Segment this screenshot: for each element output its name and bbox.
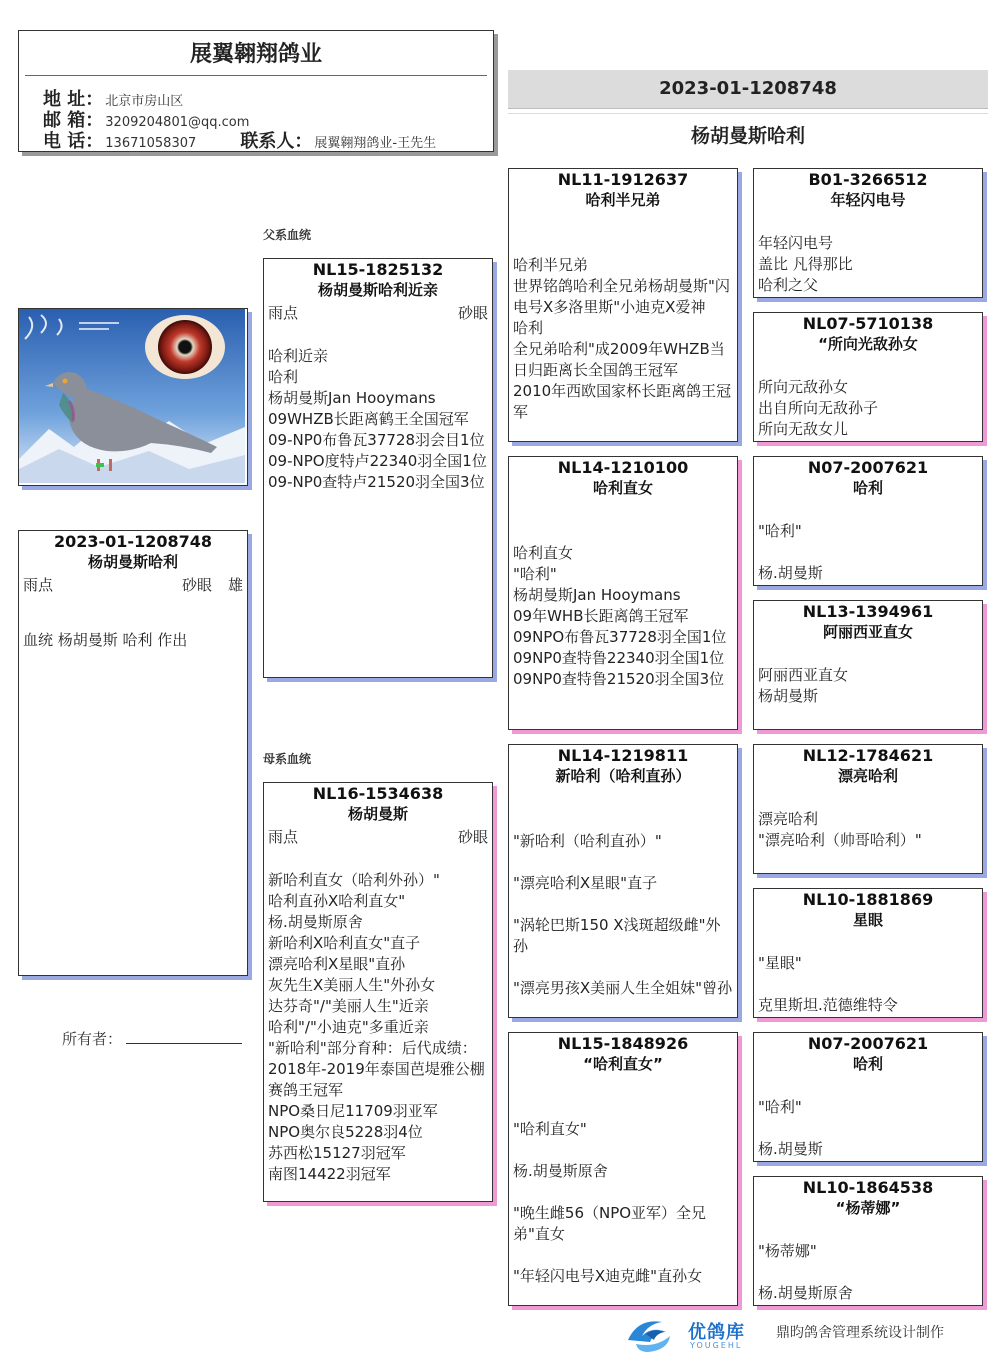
dam-traits <box>264 827 492 848</box>
dam-sire-notes: "新哈利（哈利直孙）" "漂亮哈利X星眼"直子 "涡轮巴斯150 X浅斑超级雌"外孙 "漂亮男孩X美丽人生全姐妹"曾孙 <box>513 832 733 997</box>
dam-line-label: 母系血统 <box>263 752 312 766</box>
pigeon-photo-art <box>19 309 245 483</box>
loft-name: 展翼翱翔鸽业 <box>189 42 322 67</box>
sss-notes: 年轻闪电号 盖比 凡得那比 哈利之父 <box>758 234 853 294</box>
dss-box <box>753 744 983 874</box>
sds-notes: "哈利" 杨.胡曼斯 <box>758 522 823 582</box>
sss-ring-number: B01-3266512 <box>808 170 928 189</box>
sdd-notes: 阿丽西亚直女 杨胡曼斯 <box>758 666 849 705</box>
ssd-notes: 所向元敌孙女 出自所向无敌孙子 所向无敌女儿 <box>758 378 879 438</box>
sire-traits <box>264 303 492 324</box>
dam-name: 杨胡曼斯 <box>347 805 408 823</box>
dsd-notes: "星眼" 克里斯坦.范德维特令 <box>758 954 898 1014</box>
ssd-ring-number: NL07-5710138 <box>802 314 934 333</box>
brand-name: 优鸽库 <box>688 1322 745 1343</box>
dam-ring-number: NL16-1534638 <box>312 784 444 803</box>
sds-box <box>753 456 983 586</box>
dss-name: 漂亮哈利 <box>837 767 898 785</box>
subject-eye: 砂眼 <box>181 576 212 594</box>
dsd-ring-number: NL10-1881869 <box>802 890 934 909</box>
ssd-box <box>753 312 983 442</box>
dss-notes: 漂亮哈利 "漂亮哈利（帅哥哈利）" <box>758 810 922 849</box>
contact-label: 联系人： <box>240 131 313 152</box>
dam-dam-ring-number: NL15-1848926 <box>557 1034 689 1053</box>
dam-dam-box <box>508 1032 738 1306</box>
sire-notes: 哈利近亲 哈利 杨胡曼斯Jan Hooymans 09WHZB长距离鹤王全国冠军 09-NP0布鲁瓦37728羽会目1位 09-NPO度特卢22340羽全国1位09-NP0查特卢21520羽全国3位 <box>268 347 487 491</box>
subject-name: 杨胡曼斯哈利 <box>87 553 178 571</box>
sdd-box <box>753 600 983 730</box>
sdd-name: 阿丽西亚直女 <box>822 623 913 641</box>
title-pigeon-name: 杨胡曼斯哈利 <box>690 125 805 147</box>
sire-sire-ring-number: NL11-1912637 <box>557 170 689 189</box>
contact-value: 展翼翱翔鸽业-王先生 <box>314 136 437 151</box>
brand-subtitle: YOUGEHL <box>690 1341 743 1350</box>
sss-name: 年轻闪电号 <box>830 191 906 209</box>
ddd-ring-number: NL10-1864538 <box>802 1178 934 1197</box>
ddd-notes: "杨蒂娜" 杨.胡曼斯原舍 <box>758 1242 853 1302</box>
subject-pigeon-box <box>18 530 248 976</box>
pigeon-photo <box>18 308 248 486</box>
address-value: 北京市房山区 <box>105 94 184 109</box>
owner-field <box>62 1028 242 1049</box>
subject-sex: 雄 <box>227 576 243 594</box>
sss-box <box>753 168 983 298</box>
subject-traits <box>19 575 247 596</box>
sire-sire-name: 哈利半兄弟 <box>585 191 661 209</box>
sire-dam-ring-number: NL14-1210100 <box>557 458 689 477</box>
email-value: 3209204801@qq.com <box>105 115 250 130</box>
email-label: 邮 箱： <box>43 110 104 131</box>
sds-ring-number: N07-2007621 <box>807 458 929 477</box>
sire-box <box>263 258 493 678</box>
phone-value: 13671058307 <box>105 136 197 151</box>
sire-sire-notes: 哈利半兄弟 世界铭鸽哈利全兄弟杨胡曼斯"闪电号X多洛里斯"小迪克X爱神 哈利 全兄弟哈利"成2009年WHZB当日归距离长全国鸽王冠军 2010年西欧国家杯长距离鸽王冠军 <box>513 256 732 421</box>
sire-sire-box <box>508 168 738 442</box>
dss-ring-number: NL12-1784621 <box>802 746 934 765</box>
header-divider <box>25 75 487 76</box>
dds-name: 哈利 <box>852 1055 883 1073</box>
sdd-ring-number: NL13-1394961 <box>802 602 934 621</box>
subject-notes: 血统 杨胡曼斯 哈利 作出 <box>23 631 188 649</box>
dam-box <box>263 782 493 1202</box>
sire-eye: 砂眼 <box>457 304 488 322</box>
phone-row <box>43 127 436 152</box>
dam-sire-box <box>508 744 738 1018</box>
dam-sire-ring-number: NL14-1219811 <box>557 746 689 765</box>
title-divider <box>508 113 988 114</box>
owner-signature-line <box>126 1043 242 1044</box>
owner-label: 所有者： <box>62 1030 123 1048</box>
brand-logo <box>622 1310 772 1354</box>
phone-label: 电 话： <box>43 131 104 152</box>
dam-notes: 新哈利直女（哈利外孙）" 哈利直孙X哈利直女" 杨.胡曼斯原舍 新哈利X哈利直女"直子 漂亮哈利X星眼"直孙 灰先生X美丽人生"外孙女 达芬奇"/"美丽人生"近亲 哈利"/"小迪克"多重近亲 "新哈利"部分育种：后代成绩：2018年-2019年泰国芭堤雅公棚赛鸽王冠军 NPO桑日尼11709羽亚军 NPO奥尔良5228羽4位 苏西松15127羽冠军 南图14422羽冠军 <box>268 871 485 1183</box>
ddd-name: “杨蒂娜” <box>835 1199 901 1217</box>
loft-info-card <box>18 30 494 152</box>
dam-dam-notes: "哈利直女" 杨.胡曼斯原舍 "晚生雌56（NPO亚军）全兄弟"直女 "年轻闪电号X迪克雌"直孙女 <box>513 1120 707 1285</box>
sire-dam-box <box>508 456 738 730</box>
eye-closeup-icon <box>145 315 225 379</box>
dsd-box <box>753 888 983 1018</box>
sire-ring-number: NL15-1825132 <box>312 260 444 279</box>
dds-ring-number: N07-2007621 <box>807 1034 929 1053</box>
dam-sire-name: 新哈利（哈利直孙） <box>555 767 691 785</box>
dam-dam-name: “哈利直女” <box>583 1055 663 1073</box>
dsd-name: 星眼 <box>852 911 883 929</box>
ddd-box <box>753 1176 983 1306</box>
sire-dam-notes: 哈利直女 "哈利" 杨胡曼斯Jan Hooymans 09年WHB长距离鸽王冠军 09NPO布鲁瓦37728羽全国1位 09NP0查特鲁22340羽全国1位 09NP0查特鲁21520羽全国3位 <box>513 544 727 688</box>
sire-name: 杨胡曼斯哈利近亲 <box>317 281 438 299</box>
sire-dam-name: 哈利直女 <box>592 479 653 497</box>
dam-color: 雨点 <box>268 828 299 846</box>
title-ring-number: 2023-01-1208748 <box>508 70 988 109</box>
dds-box <box>753 1032 983 1162</box>
wave-logo-icon <box>622 1310 686 1354</box>
subject-ring-number: 2023-01-1208748 <box>53 532 212 551</box>
subject-color: 雨点 <box>23 576 54 594</box>
sire-color: 雨点 <box>268 304 299 322</box>
dds-notes: "哈利" 杨.胡曼斯 <box>758 1098 823 1158</box>
ssd-name: “所向光敌孙女 <box>818 335 918 353</box>
address-label: 地 址： <box>43 89 104 110</box>
sire-line-label: 父系血统 <box>263 228 312 242</box>
credit-text: 鼎昀鸽舍管理系统设计制作 <box>776 1325 944 1341</box>
dam-eye: 砂眼 <box>457 828 488 846</box>
sds-name: 哈利 <box>852 479 883 497</box>
